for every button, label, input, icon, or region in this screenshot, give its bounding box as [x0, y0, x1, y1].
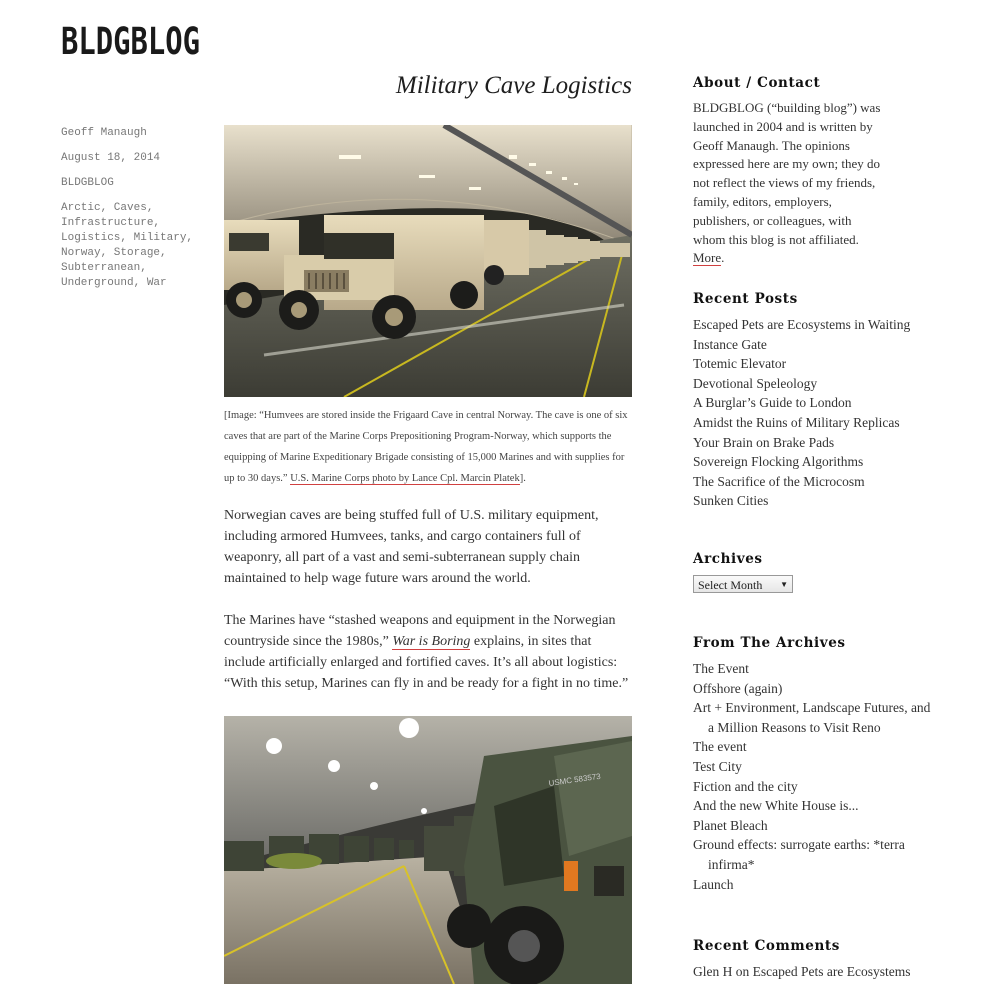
war-is-boring-link[interactable]: War is Boring: [392, 634, 471, 649]
recent-post-link[interactable]: Instance Gate: [693, 336, 767, 352]
recent-comments-heading: Recent Comments: [693, 938, 840, 954]
archives-select-value: Select Month: [698, 578, 763, 592]
photo-trucks-in-cave: [224, 716, 632, 988]
paragraph-2: The Marines have “stashed weapons and equipment in the Norwegian countryside since the 1980s,” War is Boring explains, in sites that include artificially enlarged and fortified caves. It’s all about logistics: “With this setup, Marines can fly in and be ready for a fight in no time.”: [224, 613, 629, 691]
archive-post-link[interactable]: Art + Environment, Landscape Futures, and a Million Reasons to Visit Reno: [693, 700, 931, 735]
archives-heading: Archives: [693, 551, 763, 567]
figure-trucks: [224, 716, 632, 988]
paragraph-1: Norwegian caves are being stuffed full of U.S. military equipment, including armored Humvees, tanks, and cargo containers full of weaponry, all part of a vast and semi-subterranean supply chain maintained to help wage future wars around the world.: [224, 508, 599, 586]
recent-posts-widget: [693, 291, 933, 511]
about-contact-widget: [693, 75, 933, 268]
recent-post-link[interactable]: A Burglar’s Guide to London: [693, 395, 852, 411]
archive-post-link[interactable]: Offshore (again): [693, 680, 783, 696]
post-author[interactable]: Geoff Manaugh: [61, 127, 147, 139]
archive-post-link[interactable]: Launch: [693, 876, 734, 892]
recent-post-link[interactable]: Sunken Cities: [693, 493, 769, 509]
archives-month-select[interactable]: [693, 575, 793, 593]
recent-comments-widget: [693, 938, 933, 982]
archives-widget: [693, 551, 933, 594]
recent-post-link[interactable]: The Sacrifice of the Microcosm: [693, 473, 865, 489]
from-archives-heading: From The Archives: [693, 635, 846, 651]
photo-humvees-in-cave: [224, 125, 632, 401]
archive-post-link[interactable]: The Event: [693, 661, 749, 676]
site-logo[interactable]: BLDGBLOG: [61, 20, 201, 63]
chevron-down-icon: ▼: [780, 580, 788, 589]
recent-posts-heading: Recent Posts: [693, 291, 798, 307]
from-the-archives-widget: [693, 635, 933, 894]
archive-post-link[interactable]: Fiction and the city: [693, 778, 798, 794]
post-date[interactable]: August 18, 2014: [61, 152, 161, 164]
about-heading: About / Contact: [693, 75, 821, 91]
recent-post-link[interactable]: Your Brain on Brake Pads: [693, 434, 835, 450]
recent-post-link[interactable]: Amidst the Ruins of Military Replicas: [693, 414, 900, 430]
recent-comment-link[interactable]: Glen H on Escaped Pets are Ecosystems: [693, 964, 911, 979]
archive-post-link[interactable]: The event: [693, 739, 747, 755]
truck-marking: USMC 583573: [548, 771, 602, 788]
archive-post-link[interactable]: Ground effects: surrogate earths: *terra infirma*: [693, 837, 905, 872]
recent-post-link[interactable]: Sovereign Flocking Algorithms: [693, 454, 864, 470]
recent-post-link[interactable]: Devotional Speleology: [693, 375, 818, 391]
figure-humvees: [224, 125, 632, 489]
caption-photo-credit-link[interactable]: U.S. Marine Corps photo by Lance Cpl. Marcin Platek: [290, 473, 520, 484]
archive-post-link[interactable]: Test City: [693, 758, 742, 774]
about-more-link[interactable]: More: [693, 250, 722, 266]
image-caption: [Image: “Humvees are stored inside the Frigaard Cave in central Norway. The cave is one of six caves that are part of the Marine Corps Prepositioning Program-Norway, which supports the equipping of Marine Expeditionary Brigade consisting of 15,000 Marines and with supplies for up to 30 days.” U.S. Marine Corps photo by Lance Cpl. Marcin Platek].: [224, 410, 628, 484]
recent-post-link[interactable]: Totemic Elevator: [693, 356, 787, 372]
post-category[interactable]: BLDGBLOG: [61, 177, 114, 189]
about-text: BLDGBLOG (“building blog”) was launched in 2004 and is written by Geoff Manaugh. The opinions expressed here are my own; they do not reflect the views of my friends, family, editors, employers, publishers, or colleagues, with whom this blog is not affiliated. More.: [693, 100, 881, 266]
post-title[interactable]: Military Cave Logistics: [395, 72, 632, 99]
post-tags[interactable]: Arctic, Caves, Infrastructure, Logistics, Military, Norway, Storage, Subterranean, Underground, War: [61, 202, 194, 289]
archive-post-link[interactable]: And the new White House is...: [693, 798, 859, 814]
post-meta: [61, 126, 201, 301]
recent-post-link[interactable]: Escaped Pets are Ecosystems in Waiting: [693, 317, 911, 332]
archive-post-link[interactable]: Planet Bleach: [693, 817, 768, 833]
